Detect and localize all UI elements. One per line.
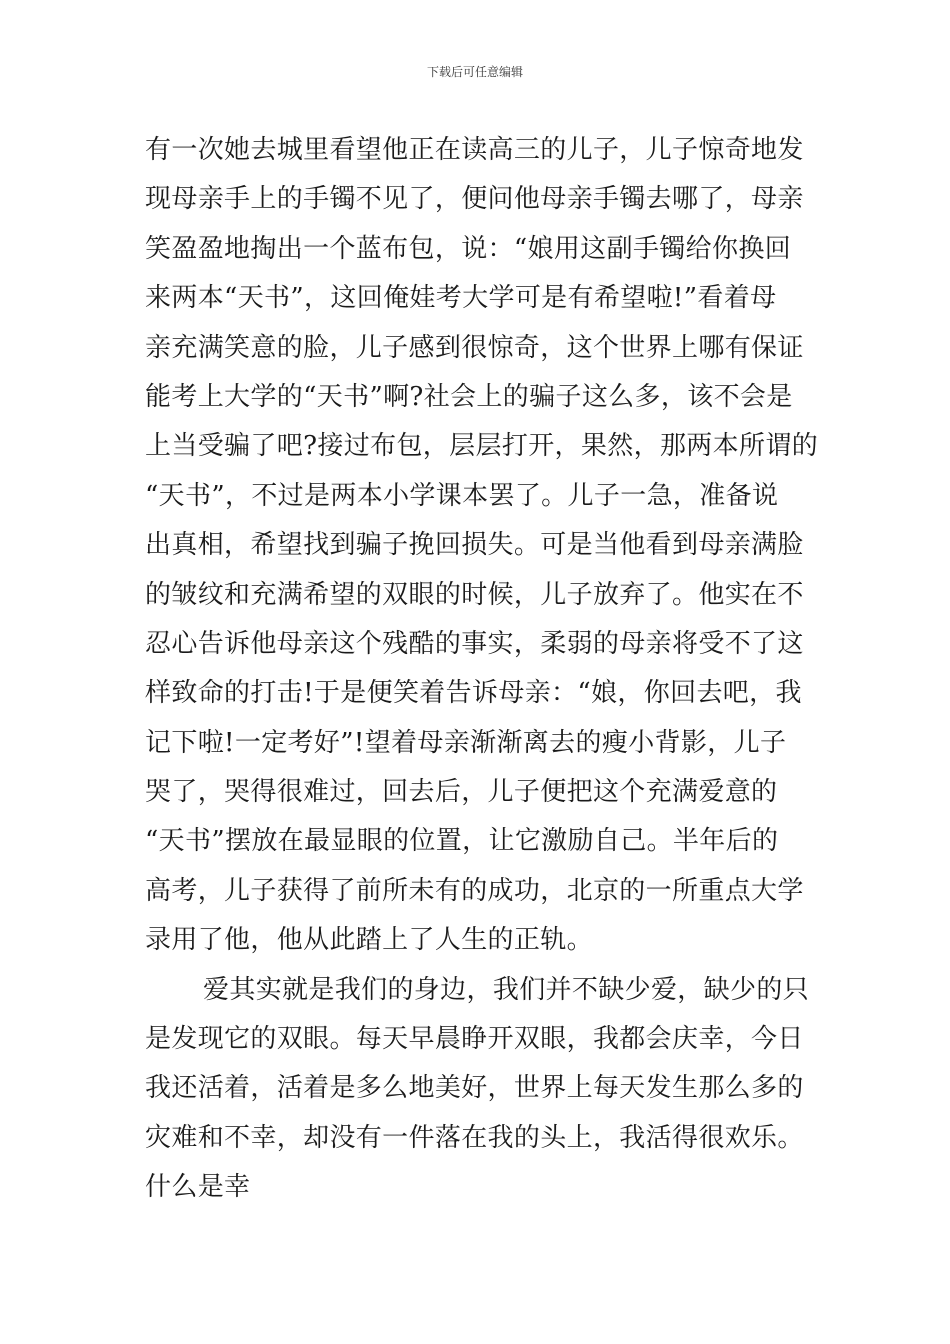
text-line: “天书”摆放在最显眼的位置，让它激励自己。半年后的 bbox=[145, 826, 779, 857]
text-line: 的皱纹和充满希望的双眼的时候，儿子放弃了。他实在不 bbox=[145, 579, 804, 610]
text-line: 能考上大学的“天书”啊?社会上的骗子这么多，该不会是 bbox=[145, 381, 793, 412]
text-line: 爱其实就是我们的身边，我们并不缺少爱，缺少的只 bbox=[203, 974, 810, 1005]
text-line: 忍心告诉他母亲这个残酷的事实，柔弱的母亲将受不了这 bbox=[145, 628, 804, 659]
text-line: 亲充满笑意的脸，儿子感到很惊奇，这个世界上哪有保证 bbox=[145, 332, 804, 363]
text-line: 记下啦!一定考好”!望着母亲渐渐离去的瘦小背影，儿子 bbox=[145, 727, 787, 758]
text-line: 笑盈盈地掏出一个蓝布包，说：“娘用这副手镯给你换回 bbox=[145, 233, 792, 264]
text-line: 什么是幸 bbox=[145, 1172, 251, 1203]
text-line: 哭了，哭得很难过，回去后，儿子便把这个充满爱意的 bbox=[145, 777, 778, 808]
text-line: 来两本“天书”，这回俺娃考大学可是有希望啦!”看着母 bbox=[145, 283, 777, 314]
paragraph-2 bbox=[145, 966, 809, 1213]
text-line: “天书”，不过是两本小学课本罢了。儿子一急，准备说 bbox=[145, 480, 779, 511]
page-header: 下载后可任意编辑 bbox=[426, 65, 523, 79]
text-line: 样致命的打击!于是便笑着告诉母亲：“娘，你回去吧，我 bbox=[145, 678, 802, 709]
paragraph-1 bbox=[145, 126, 819, 966]
text-line: 上当受骗了吧?接过布包，层层打开，果然，那两本所谓的 bbox=[145, 431, 819, 462]
text-line: 我还活着，活着是多么地美好，世界上每天发生那么多的 bbox=[145, 1073, 804, 1104]
text-line: 高考，儿子获得了前所未有的成功，北京的一所重点大学 bbox=[145, 875, 804, 906]
text-line: 是发现它的双眼。每天早晨睁开双眼，我都会庆幸，今日 bbox=[145, 1024, 804, 1055]
text-line: 录用了他，他从此踏上了人生的正轨。 bbox=[145, 925, 593, 956]
text-line: 有一次她去城里看望他正在读高三的儿子，儿子惊奇地发 bbox=[145, 135, 804, 165]
text-line: 出真相，希望找到骗子挽回损失。可是当他看到母亲满脸 bbox=[145, 530, 804, 561]
text-line: 灾难和不幸，却没有一件落在我的头上，我活得很欢乐。 bbox=[145, 1122, 804, 1153]
text-line: 现母亲手上的手镯不见了，便问他母亲手镯去哪了，母亲 bbox=[145, 184, 804, 215]
document-body bbox=[145, 126, 819, 1213]
